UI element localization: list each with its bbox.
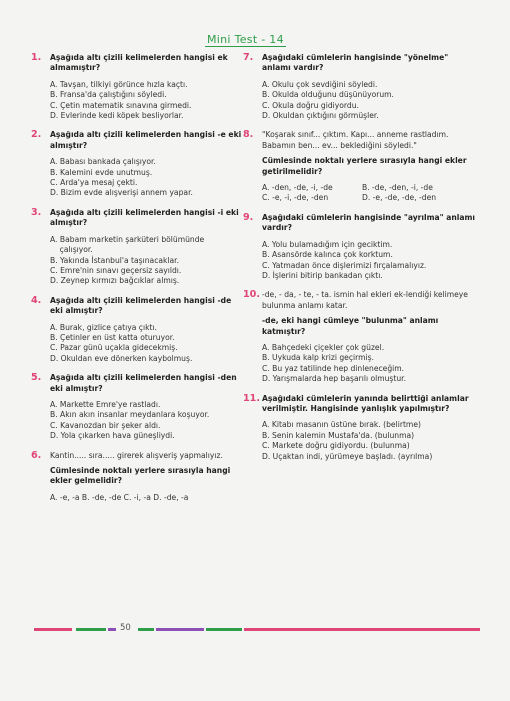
option-a[interactable]: A. Okulu çok sevdiğini söyledi. (262, 79, 378, 89)
footer-bar-pink-2 (244, 628, 480, 631)
question-10 (243, 289, 478, 384)
option-d[interactable]: D. Yarışmalarda hep başarılı olmuştur. (262, 374, 407, 384)
option-c[interactable]: C. Arda'ya mesaj çekti. (50, 178, 138, 188)
question-stem: Cümlesinde noktalı yerlere sırasıyla hangi ekler gelmelidir? (50, 466, 231, 486)
left-column (31, 52, 244, 503)
question-number: 9. (243, 211, 254, 223)
footer-bar-green-3 (206, 628, 242, 631)
question-9 (243, 211, 478, 281)
option-b[interactable]: B. Kalemini evde unutmuş. (50, 167, 153, 177)
question-3 (31, 206, 244, 287)
option-a[interactable]: A. Babam marketin şarküteri bölümünde (50, 234, 205, 244)
question-number: 2. (31, 129, 42, 141)
footer-bar-pink (34, 628, 72, 631)
question-stem: Aşağıdaki cümlelerin yanında belirttiği anlamlar verilmiştir. Hangisinde yanlışlık yapılmıştır? (262, 393, 469, 413)
option-c[interactable]: C. Bu yaz tatilinde hep dinleneceğim. (262, 363, 405, 373)
question-6 (31, 449, 244, 504)
option-b[interactable]: B. Senin kalemin Mustafa'da. (bulunma) (262, 430, 415, 440)
option-a[interactable]: A. Bahçedeki çiçekler çok güzel. (262, 342, 385, 352)
option-c[interactable]: C. Emre'nin sınavı geçersiz sayıldı. (50, 265, 182, 275)
question-number: 1. (31, 52, 42, 63)
question-stem: Aşağıdaki cümlelerin hangisinde "ayrılma" anlamı vardır? (262, 212, 476, 233)
option-b[interactable]: B. -de, -den, -i, -de (362, 183, 433, 193)
question-7 (243, 52, 478, 121)
footer-bar-purple-2 (156, 628, 204, 631)
option-a[interactable]: A. Babası bankada çalışıyor. (50, 157, 156, 167)
option-d[interactable]: D. Zeynep kırmızı bağcıklar almış. (50, 276, 180, 286)
page-footer (34, 624, 480, 634)
option-a[interactable]: A. Yolu bulamadığım için geciktim. (262, 239, 393, 249)
option-d[interactable]: D. Bizim evde alışverişi annem yapar. (50, 188, 193, 198)
page-title: Mini Test - 14 (207, 33, 284, 46)
option-d[interactable]: D. Okuldan eve dönerken kaybolmuş. (50, 353, 193, 363)
option-d[interactable]: D. İşlerini bitirip bankadan çıktı. (262, 270, 383, 280)
option-a[interactable]: A. Kitabı masanın üstüne bırak. (belirtme) (262, 420, 421, 430)
question-number: 11. (243, 392, 260, 404)
footer-bar-purple (108, 628, 116, 631)
question-8 (243, 129, 478, 203)
question-stem: Cümlesinde noktalı yerlere sırasıyla hangi ekler getirilmelidir? (262, 156, 467, 176)
question-passage: "Koşarak sınıf... çıktım. Kapı... anneme rastladım. Babamın ben... ev... beklediğini söyledi." (262, 130, 449, 150)
option-b[interactable]: B. Akın akın insanlar meydanlara koşuyor. (50, 410, 210, 420)
question-number: 10. (243, 289, 260, 301)
options-grid (262, 183, 478, 204)
option-a[interactable]: A. Markette Emre'ye rastladı. (50, 399, 161, 409)
question-stem: Aşağıdaki cümlelerin hangisinde "yönelme" anlamı vardır? (262, 53, 449, 73)
question-number: 7. (243, 52, 254, 63)
question-number: 8. (243, 129, 254, 141)
option-c[interactable]: C. Markete doğru gidiyordu. (bulunma) (262, 441, 410, 451)
question-1 (31, 52, 244, 121)
question-number: 4. (31, 294, 42, 306)
option-a-continued[interactable]: çalışıyor. (50, 245, 93, 255)
option-b[interactable]: B. Uykuda kalp krizi geçirmiş. (262, 353, 374, 363)
question-number: 6. (31, 449, 42, 461)
option-a[interactable]: A. Tavşan, tilkiyi görünce hızla kaçtı. (50, 79, 188, 89)
question-11 (243, 392, 478, 462)
option-a[interactable]: A. Burak, gizlice çatıya çıktı. (50, 322, 157, 332)
page-number: 50 (120, 623, 131, 633)
question-stem: Aşağıda altı çizili kelimelerden hangisi ek almamıştır? (50, 53, 228, 73)
option-c[interactable]: C. -e, -i, -de, -den (262, 193, 329, 203)
option-d[interactable]: D. Yola çıkarken hava güneşliydi. (50, 431, 175, 441)
right-column (243, 52, 478, 462)
option-a[interactable]: A. -den, -de, -i, -de (262, 183, 333, 193)
question-stem: Aşağıda altı çizili kelimelerden hangisi -den eki almıştır? (50, 373, 237, 393)
question-stem: -de, eki hangi cümleye "bulunma" anlamı katmıştır? (262, 316, 439, 336)
question-passage: -de, - da, - te, - ta. ismin hal ekleri ek-lendiği kelimeye bulunma anlamı katar. (262, 290, 468, 310)
option-c[interactable]: C. Okula doğru gidiyordu. (262, 100, 359, 110)
option-b[interactable]: B. Yakında İstanbul'a taşınacaklar. (50, 255, 180, 265)
option-b[interactable]: B. Çetinler en üst katta oturuyor. (50, 332, 175, 342)
footer-bar-green-2 (138, 628, 154, 631)
question-4 (31, 294, 244, 364)
option-d[interactable]: D. Uçaktan indi, yürümeye başladı. (ayrılma) (262, 451, 433, 461)
option-d[interactable]: D. Okuldan çıktığını görmüşler. (262, 111, 379, 121)
option-c[interactable]: C. Kavanozdan bir şeker aldı. (50, 420, 161, 430)
footer-bar-green (76, 628, 106, 631)
question-passage: Kantin..... sıra..... girerek alışveriş yapmalıyız. (50, 450, 223, 460)
option-d[interactable]: D. -e, -de, -de, -den (362, 193, 437, 203)
option-b[interactable]: B. Fransa'da çalıştığını söyledi. (50, 90, 167, 100)
question-2 (31, 129, 244, 198)
question-stem: Aşağıda altı çizili kelimelerden hangisi -i eki almıştır? (50, 207, 239, 228)
option-c[interactable]: C. Çetin matematik sınavına girmedi. (50, 100, 192, 110)
option-b[interactable]: B. Asansörde kalınca çok korktum. (262, 250, 393, 260)
question-number: 3. (31, 206, 42, 218)
inline-options[interactable]: A. -e, -a B. -de, -de C. -i, -a D. -de, -a (50, 492, 189, 502)
option-c[interactable]: C. Yatmadan önce dişlerimizi fırçalamalıyız. (262, 260, 427, 270)
option-d[interactable]: D. Evlerinde kedi köpek besliyorlar. (50, 111, 184, 121)
question-stem: Aşağıda altı çizili kelimelerden hangisi -e eki almıştır? (50, 130, 242, 150)
option-c[interactable]: C. Pazar günü uçakla gidecekmiş. (50, 343, 178, 353)
question-number: 5. (31, 372, 42, 384)
option-b[interactable]: B. Okulda olduğunu düşünüyorum. (262, 90, 394, 100)
question-stem: Aşağıda altı çizili kelimelerden hangisi -de eki almıştır? (50, 295, 232, 316)
question-5 (31, 372, 244, 441)
